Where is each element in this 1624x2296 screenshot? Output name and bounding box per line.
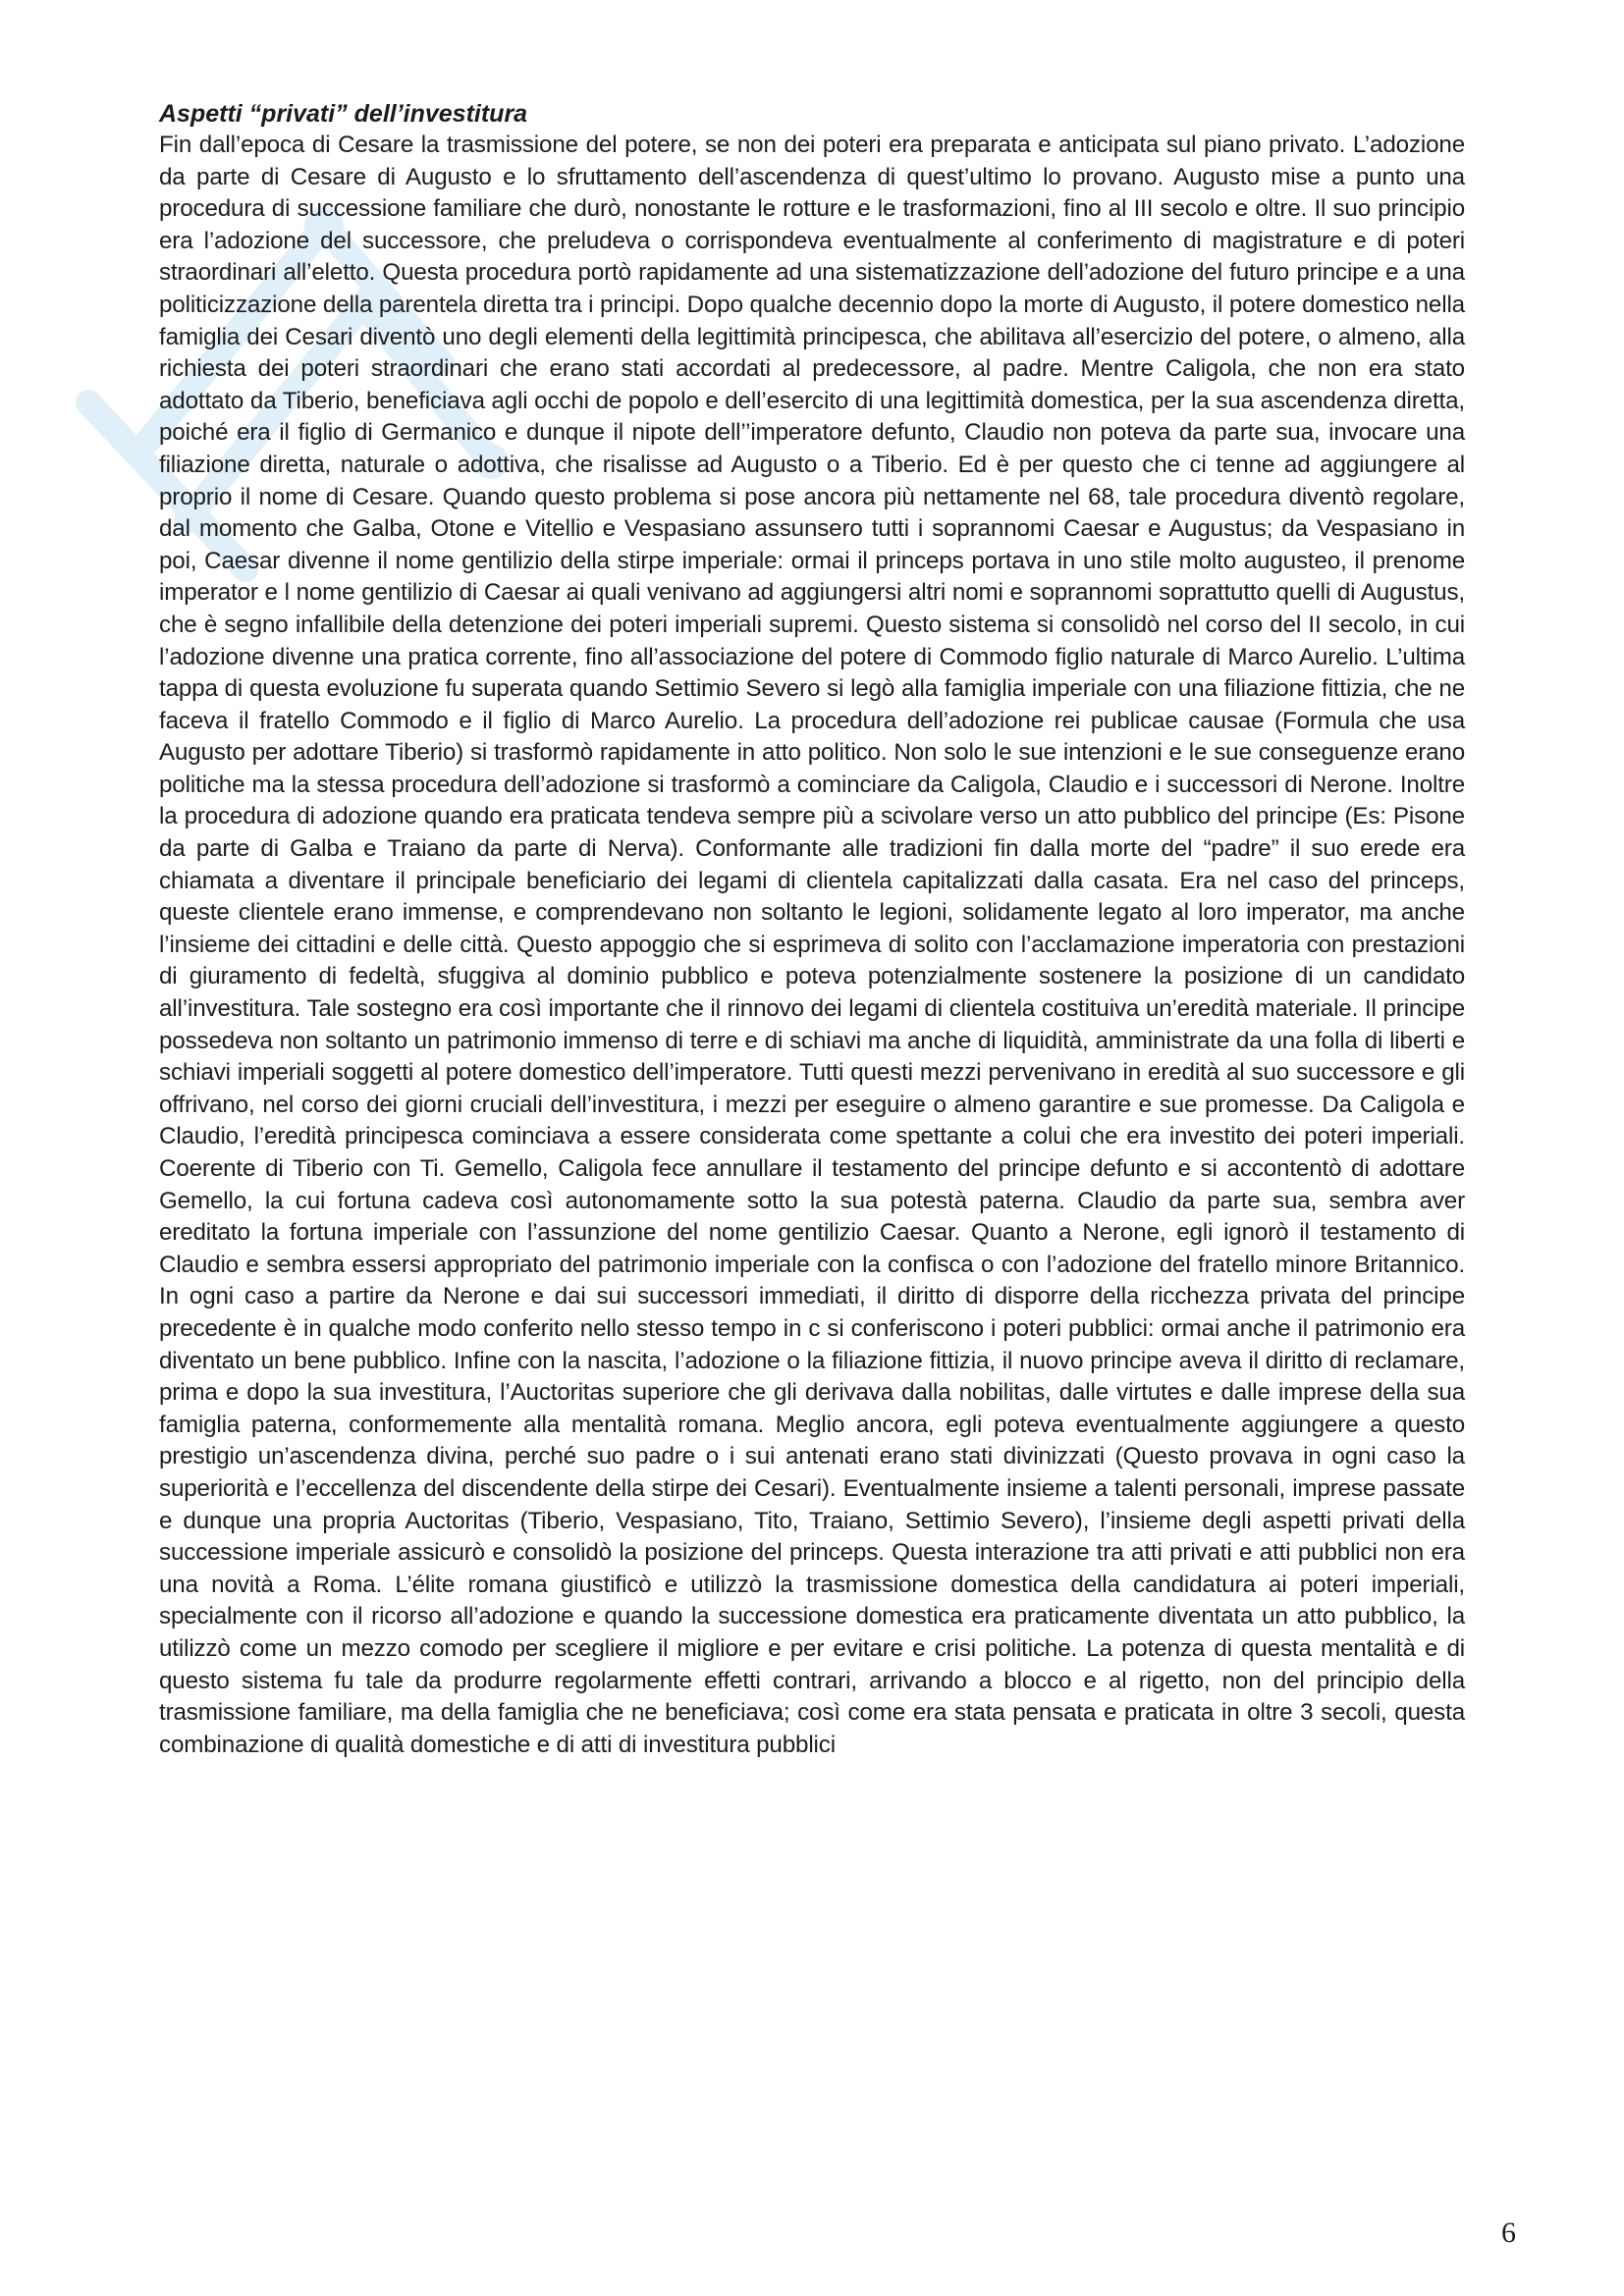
section-heading: Aspetti “privati” dell’investitura — [159, 100, 528, 128]
body-paragraph: Fin dall’epoca di Cesare la trasmissione del potere, se non dei poteri era preparata e anticipata sul piano privato. L’adozione da parte di Cesare di Augusto e lo sfruttamento dell’ascendenza di quest’ultimo lo provano. Augusto mise a punto una procedura di successione familiare che durò, nonostante le rotture e le trasformazioni, fino al III secolo e oltre. Il suo principio era l’adozione del successore, che preludeva o corrispondeva eventualmente al conferimento di magistrature e di poteri straordinari all’eletto. Questa procedura portò rapidamente ad una sistematizzazione dell’adozione del futuro principe e a una politicizzazione della parentela diretta tra i principi. Dopo qualche decennio dopo la morte di Augusto, il potere domestico nella famiglia dei Cesari diventò uno degli elementi della legittimità principesca, che abilitava all’esercizio del potere, o almeno, alla richiesta dei poteri straordinari che erano stati accordati al predecessore, al padre. Mentre Caligola, che non era stato adottato da Tiberio, beneficiava agli occhi de popolo e dell’esercito di una legittimità domestica, per la sua ascendenza diretta, poiché era il figlio di Germanico e dunque il nipote dell’’imperatore defunto, Claudio non poteva da parte sua, invocare una filiazione diretta, naturale o adottiva, che risalisse ad Augusto o a Tiberio. Ed è per questo che ci tenne ad aggiungere al proprio il nome di Cesare. Quando questo problema si pose ancora più nettamente nel 68, tale procedura diventò regolare, dal momento che Galba, Otone e Vitellio e Vespasiano assunsero tutti i soprannomi Caesar e Augustus; da Vespasiano in poi, Caesar divenne il nome gentilizio della stirpe imperiale: ormai il princeps portava in uno stile molto augusteo, il prenome imperator e l nome gentilizio di Caesar ai quali venivano ad aggiungersi altri nomi e soprannomi soprattutto quelli di Augustus, che è segno infallibile della detenzione dei poteri imperiali supremi. Questo sistema si consolidò nel corso del II secolo, in cui l’adozione divenne una pratica corrente, fino all’associazione del potere di Commodo figlio naturale di Marco Aurelio. L’ultima tappa di questa evoluzione fu superata quando Settimio Severo si legò alla famiglia imperiale con una filiazione fittizia, che ne faceva il fratello Commodo e il figlio di Marco Aurelio. La procedura dell’adozione rei publicae causae (Formula che usa Augusto per adottare Tiberio) si trasformò rapidamente in atto politico. Non solo le sue intenzioni e le sue conseguenze erano politiche ma la stessa procedura dell’adozione si trasformò a cominciare da Caligola, Claudio e i successori di Nerone. Inoltre la procedura di adozione quando era praticata tendeva sempre più a scivolare verso un atto pubblico del principe (Es: Pisone da parte di Galba e Traiano da parte di Nerva). Conformante alle tradizioni fin dalla morte del “padre” il suo erede era chiamata a diventare il principale beneficiario dei legami di clientela capitalizzati dalla casata. Era nel caso del princeps, queste clientele erano immense, e comprendevano non soltanto le legioni, solidamente legato al loro imperator, ma anche l’insieme dei cittadini e delle città. Questo appoggio che si esprimeva di solito con l’acclamazione imperatoria con prestazioni di giuramento di fedeltà, sfuggiva al dominio pubblico e poteva potenzialmente sostenere la posizione di un candidato all’investitura. Tale sostegno era così importante che il rinnovo dei legami di clientela costituiva un’eredità materiale. Il principe possedeva non soltanto un patrimonio immenso di terre e di schiavi ma anche di liquidità, amministrate da una folla di liberti e schiavi imperiali soggetti al potere domestico dell’imperatore. Tutti questi mezzi pervenivano in eredità al suo successore e gli offrivano, nel corso dei giorni cruciali dell’investitura, i mezzi per eseguire o almeno garantire e sue promesse. Da Caligola e Claudio, l’eredità principesca cominciava a essere considerata come spettante a colui che era investito dei poteri imperiali. Coerente di Tiberio con Ti. Gemello, Caligola fece annullare il testamento del principe defunto e si accontentò di adottare Gemello, la cui fortuna cadeva così autonomamente sotto la sua potestà paterna. Claudio da parte sua, sembra aver ereditato la fortuna imperiale con l’assunzione del nome gentilizio Caesar. Quanto a Nerone, egli ignorò il testamento di Claudio e sembra essersi appropriato del patrimonio imperiale con la confisca o con l’adozione del fratello minore Britannico. In ogni caso a partire da Nerone e dai sui successori immediati, il diritto di disporre della ricchezza privata del principe precedente è in qualche modo conferito nello stesso tempo in c si conferiscono i poteri pubblici: ormai anche il patrimonio era diventato un bene pubblico. Infine con la nascita, l’adozione o la filiazione fittizia, il nuovo principe aveva il diritto di reclamare, prima e dopo la sua investitura, l’Auctoritas superiore che gli derivava dalla nobilitas, dalle virtutes e dalle imprese della sua famiglia paterna, conformemente alla mentalità romana. Meglio ancora, egli poteva eventualmente aggiungere a questo prestigio un’ascendenza divina, perché suo padre o i sui antenati erano stati divinizzati (Questo provava in ogni caso la superiorità e l’eccellenza del discendente della stirpe dei Cesari). Eventualmente insieme a talenti personali, imprese passate e dunque una propria Auctoritas (Tiberio, Vespasiano, Tito, Traiano, Settimio Severo), l’insieme degli aspetti privati della successione imperiale assicurò e consolidò la posizione del princeps. Questa interazione tra atti privati e atti pubblici non era una novità a Roma. L’élite romana giustificò e utilizzò la trasmissione domestica della candidatura ai poteri imperiali, specialmente con il ricorso all’adozione e quando la successione domestica era praticamente diventata un atto pubblico, la utilizzò come un mezzo comodo per scegliere il migliore e per evitare e crisi politiche. La potenza di questa mentalità e di questo sistema fu tale da produrre regolarmente effetti contrari, arrivando a blocco e al rigetto, non del principio della trasmissione familiare, ma della famiglia che ne beneficiava; così come era stata pensata e praticata in oltre 3 secoli, questa combinazione di qualità domestiche e di atti di investitura pubblici — [159, 132, 1465, 1758]
page-number: 6 — [1501, 2216, 1516, 2249]
document-body — [159, 98, 1465, 1761]
